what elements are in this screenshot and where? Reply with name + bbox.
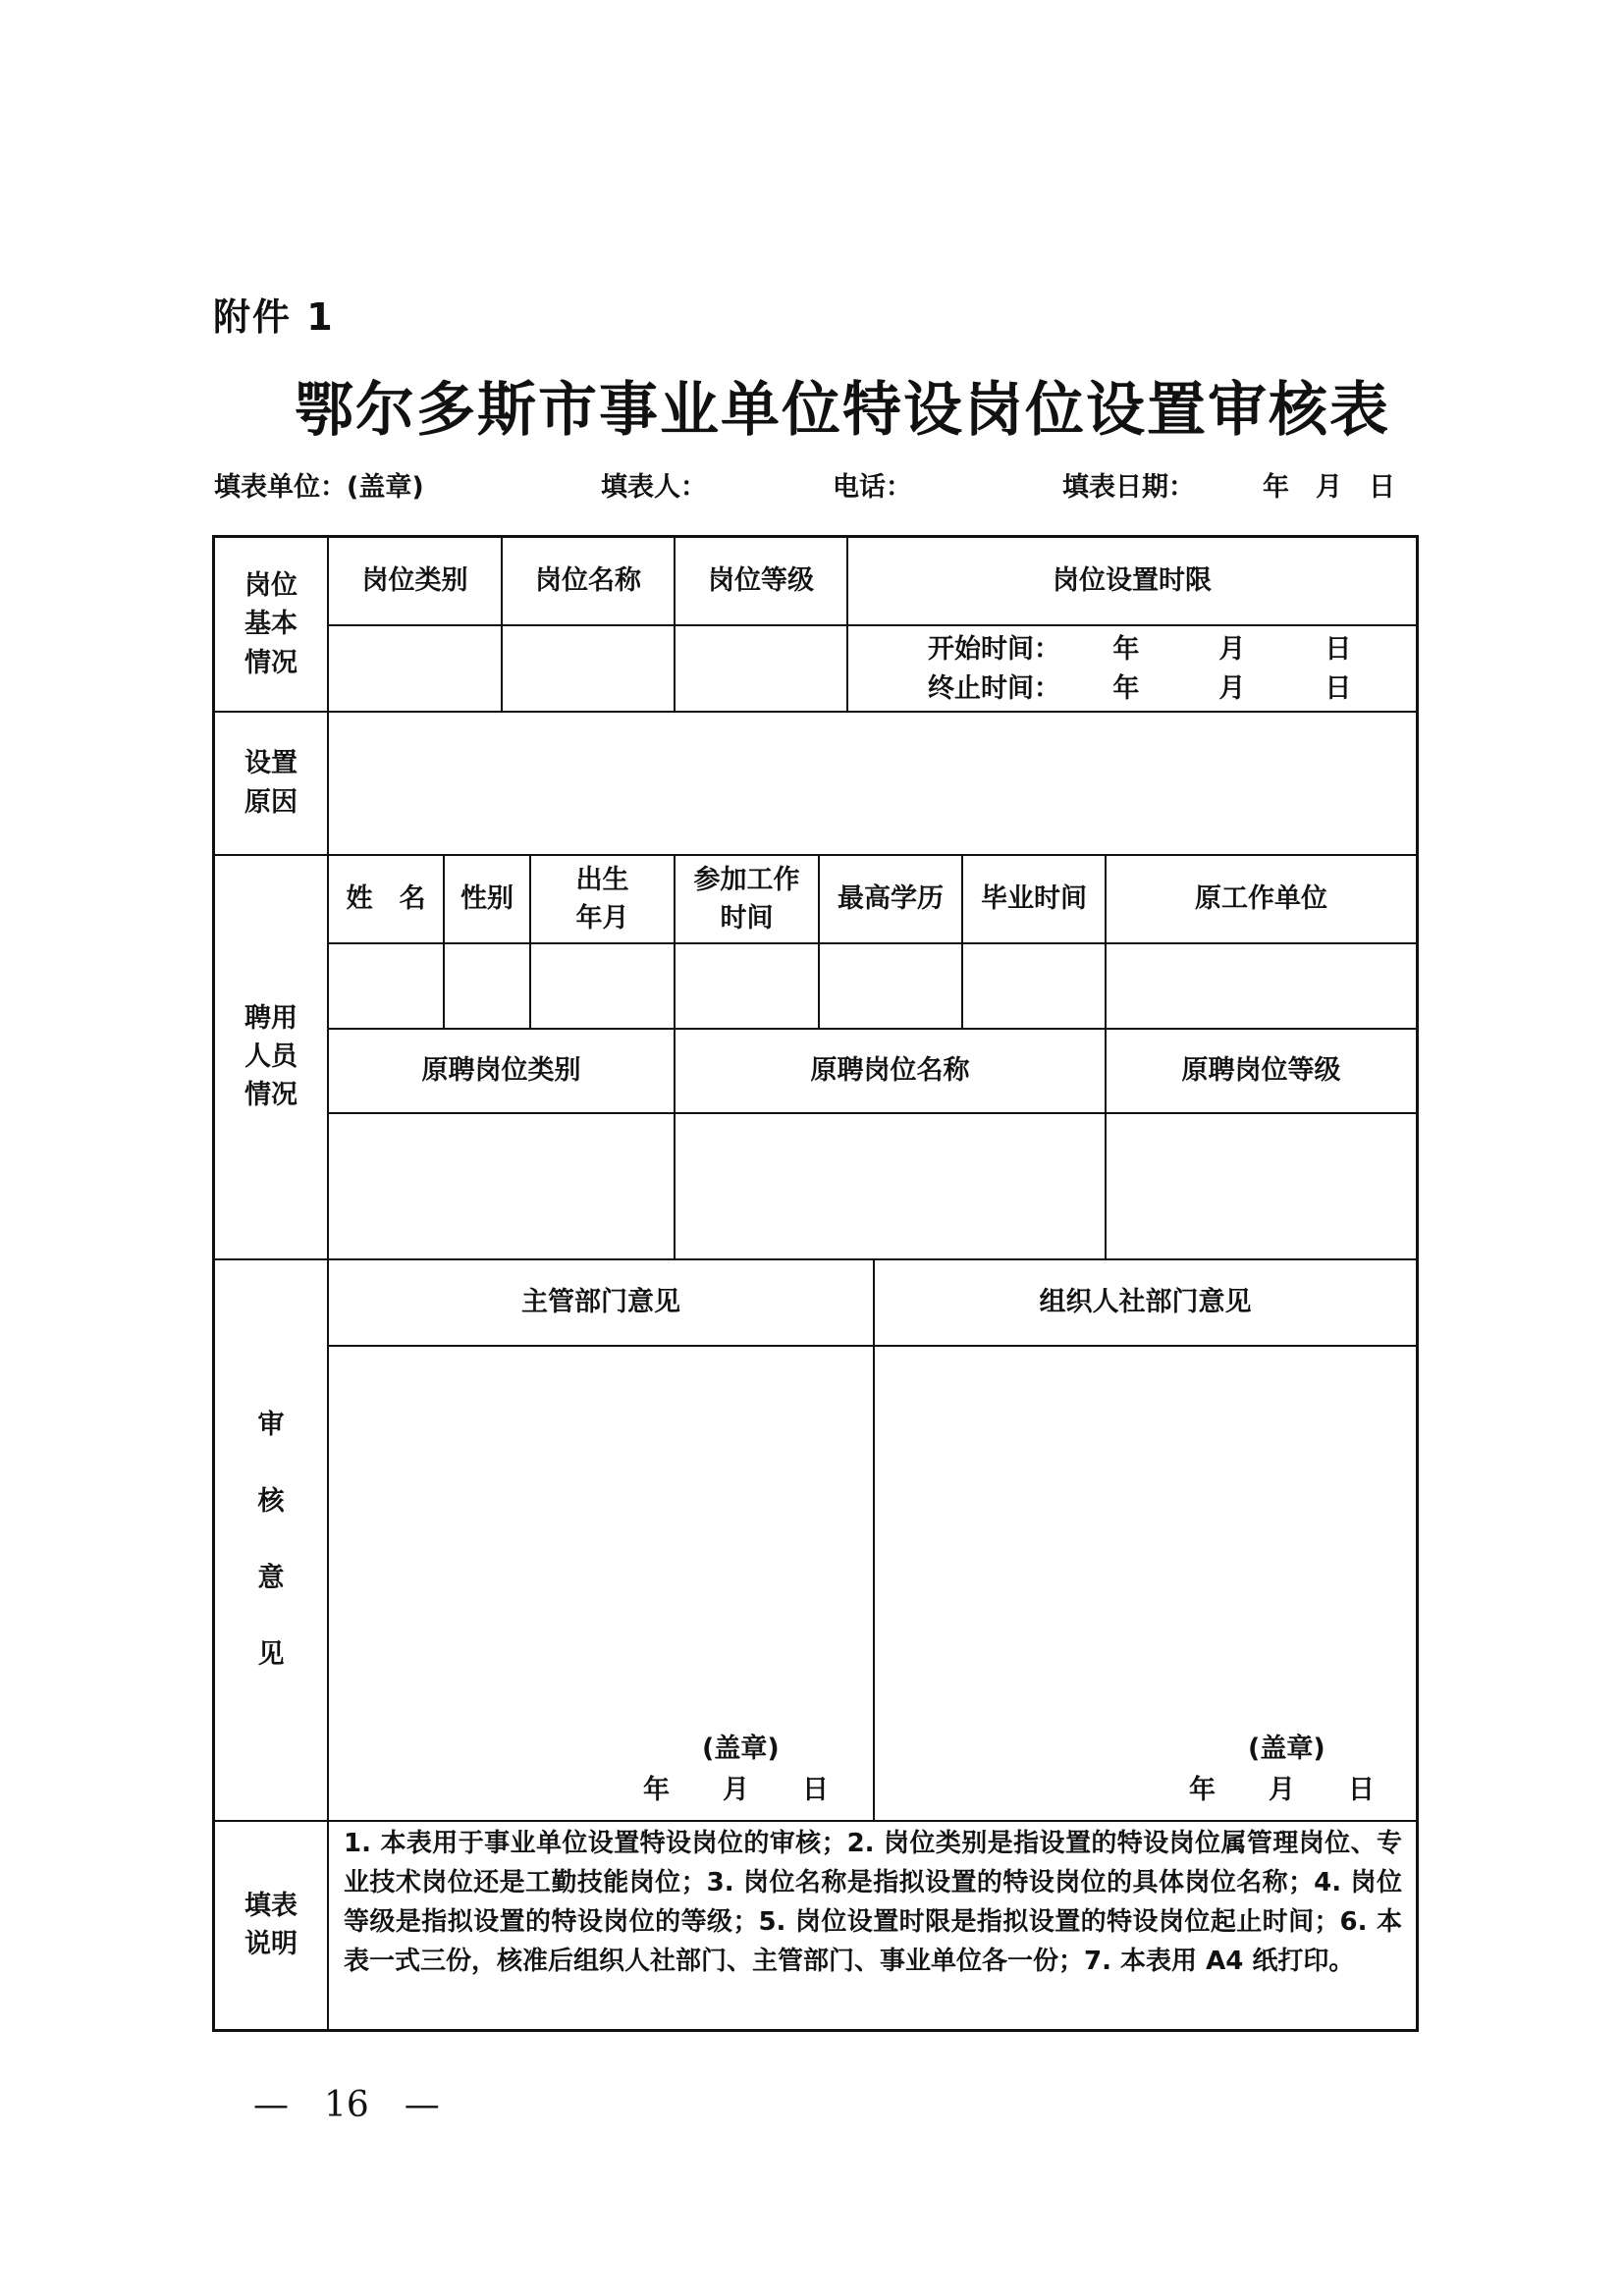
col-post-level: 岗位等级 bbox=[708, 565, 814, 597]
dept-opinion-header: 主管部门意见 bbox=[521, 1287, 680, 1318]
reason-label bbox=[215, 712, 327, 854]
graduation-field[interactable] bbox=[963, 944, 1105, 1028]
hr-opinion-field[interactable] bbox=[875, 1347, 1416, 1820]
col-post-name: 岗位名称 bbox=[535, 565, 641, 597]
start-time-ymd: 年 月 日 bbox=[1112, 634, 1352, 665]
end-time-ymd: 年 月 日 bbox=[1112, 673, 1352, 704]
col-post-period: 岗位设置时限 bbox=[1053, 565, 1212, 597]
end-time-row bbox=[928, 669, 1351, 709]
hr-opinion-header: 组织人社部门意见 bbox=[1039, 1287, 1252, 1318]
original-post-level-field[interactable] bbox=[1107, 1114, 1416, 1258]
page-number: — 16 — bbox=[253, 2085, 440, 2125]
post-category-field[interactable] bbox=[329, 626, 501, 711]
col-graduation: 毕业时间 bbox=[981, 883, 1087, 915]
dept-seal: (盖章) bbox=[702, 1734, 780, 1764]
education-field[interactable] bbox=[820, 944, 961, 1028]
col-education: 最高学历 bbox=[838, 883, 944, 915]
col-original-post-category: 原聘岗位类别 bbox=[421, 1055, 581, 1087]
basic-info-label bbox=[215, 538, 327, 711]
fill-unit-label: 填表单位：(盖章) bbox=[214, 472, 424, 503]
start-time-row bbox=[928, 630, 1351, 669]
original-post-category-field[interactable] bbox=[329, 1114, 674, 1258]
phone-label: 电话： bbox=[833, 472, 912, 503]
notes-label-text: 填表说明 bbox=[244, 1890, 297, 1959]
person-info-label-text: 聘用人员情况 bbox=[244, 1002, 297, 1111]
hr-seal-block bbox=[875, 1730, 1416, 1810]
col-post-category: 岗位类别 bbox=[361, 565, 468, 597]
grid-line bbox=[215, 1820, 1416, 1822]
person-info-label bbox=[215, 855, 327, 1258]
filler-label: 填表人： bbox=[601, 472, 707, 503]
review-label bbox=[215, 1259, 327, 1820]
review-label-text: 审核意见 bbox=[257, 1409, 285, 1670]
review-form-table bbox=[212, 535, 1419, 2032]
col-original-post-level: 原聘岗位等级 bbox=[1181, 1055, 1341, 1087]
birth-field[interactable] bbox=[531, 944, 674, 1028]
hr-seal-date: 年 月 日 bbox=[1189, 1775, 1375, 1805]
basic-info-label-text: 岗位基本情况 bbox=[244, 570, 297, 678]
col-original-unit: 原工作单位 bbox=[1195, 883, 1327, 915]
page-title: 鄂尔多斯市事业单位特设岗位设置审核表 bbox=[295, 376, 1390, 445]
col-person-name: 姓 名 bbox=[346, 883, 426, 915]
work-start-field[interactable] bbox=[676, 944, 818, 1028]
period-dates[interactable] bbox=[928, 630, 1351, 709]
original-post-name-field[interactable] bbox=[676, 1114, 1105, 1258]
notes-label bbox=[215, 1821, 327, 2029]
fill-date-ymd: 年 月 日 bbox=[1263, 472, 1395, 503]
post-level-field[interactable] bbox=[676, 626, 846, 711]
reason-label-text: 设置原因 bbox=[244, 748, 297, 818]
dept-opinion-field[interactable] bbox=[329, 1347, 873, 1820]
dept-seal-block bbox=[329, 1730, 873, 1810]
col-work-start: 参加工作时间 bbox=[693, 864, 800, 934]
post-name-field[interactable] bbox=[503, 626, 674, 711]
original-unit-field[interactable] bbox=[1107, 944, 1416, 1028]
reason-field[interactable] bbox=[329, 713, 1416, 854]
col-birth: 出生年月 bbox=[575, 864, 629, 934]
fill-instructions: 1. 本表用于事业单位设置特设岗位的审核；2. 岗位类别是指设置的特设岗位属管理岗位、专业技术岗位还是工勤技能岗位；3. 岗位名称是指拟设置的特设岗位的具体岗位名称；4. 岗位等级是指拟设置的特设岗位的等级；5. 岗位设置时限是指拟设置的特设岗位起止时间；6. 本表一式三份，核准后组织人社部门、主管部门、事业单位各一份；7. 本表用 A4 纸打印。 bbox=[344, 1829, 1402, 1976]
dept-seal-date: 年 月 日 bbox=[643, 1775, 829, 1805]
person-name-field[interactable] bbox=[329, 944, 443, 1028]
col-gender: 性别 bbox=[460, 883, 514, 915]
fill-date-label: 填表日期： bbox=[1062, 472, 1195, 503]
hr-seal: (盖章) bbox=[1248, 1734, 1325, 1764]
start-time-label: 开始时间： bbox=[928, 634, 1060, 665]
gender-field[interactable] bbox=[445, 944, 529, 1028]
attachment-label: 附件 1 bbox=[213, 295, 335, 339]
end-time-label: 终止时间： bbox=[928, 673, 1060, 704]
col-original-post-name: 原聘岗位名称 bbox=[810, 1055, 970, 1087]
